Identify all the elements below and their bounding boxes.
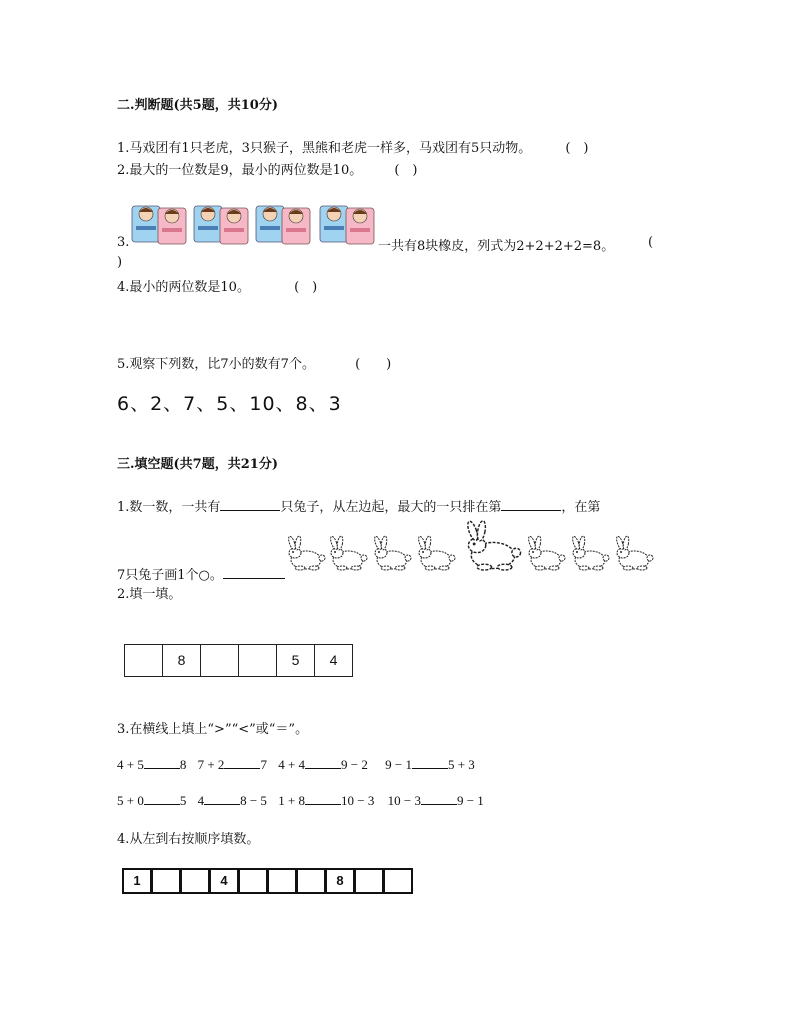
judge-q3-answer-open[interactable]: ( [648,235,654,250]
judge-q3-text: 一共有8块橡皮，列式为2+2+2+2=8。 [378,239,615,254]
judge-q2-text: 2.最大的一位数是9，最小的两位数是10。 [117,163,363,178]
fill-q4-cell[interactable] [383,868,413,894]
compare-blank[interactable] [204,792,240,805]
fill-q4-cell: 4 [209,868,239,894]
fill-q4-cell[interactable] [296,868,326,894]
rabbit-icon [287,536,325,570]
rabbit-icon [527,536,565,570]
fill-q4-grid [123,868,413,894]
fill-q1-text-a: 1.数一数，一共有 [117,500,221,515]
fill-q1-blank-count[interactable] [220,498,280,511]
fill-q2-text: 2.填一填。 [117,587,182,602]
fill-q1-line1 [117,496,600,515]
fill-q1-text-d: 7只兔子画1个○。 [117,568,223,583]
judge-q4-text: 4.最小的两位数是10。 [117,280,250,295]
number-sequence: 6、2、7、5、10、8、3 [117,393,342,415]
judge-q1-text: 1.马戏团有1只老虎，3只猴子，黑熊和老虎一样多，马戏团有5只动物。 [117,141,532,156]
fill-q3-text: 3.在横线上填上“>”“<”或“＝”。 [117,722,309,737]
judge-q3-answer-close: ) [117,255,123,270]
fill-q1-line2 [117,564,285,583]
compare-expr: 5 + 3 [447,757,475,772]
rabbit-icon [373,536,411,570]
judge-q5 [117,353,391,372]
fill-q4-cell[interactable] [267,868,297,894]
compare-blank[interactable] [144,756,180,769]
eraser-pair-icon [256,206,310,244]
compare-expr: 4 + 5 [117,757,144,772]
fill-q4-cell[interactable] [151,868,181,894]
compare-expr: 7 + 2 [197,757,225,772]
fill-q4-cell[interactable] [238,868,268,894]
compare-expr: 5 [179,793,187,808]
compare-expr: 7 [260,757,267,772]
fill-q1-text-b: 只兔子，从左边起，最大的一只排在第 [280,500,502,515]
rabbit-icon [571,536,609,570]
fill-q2-grid [125,644,353,677]
judge-q5-answer[interactable]: ( ) [355,357,392,372]
fill-q4-cell: 8 [325,868,355,894]
compare-blank[interactable] [224,756,260,769]
fill-q4-cell: 1 [122,868,152,894]
eraser-pair-icon [194,206,248,244]
compare-expr: 1 + 8 [278,793,306,808]
fill-q2-cell: 8 [162,644,201,677]
judge-q3-num: 3. [117,235,130,250]
fill-q4-cell[interactable] [354,868,384,894]
rabbits-svg [286,518,658,574]
compare-blank[interactable] [412,756,448,769]
fill-q2-cell[interactable] [200,644,239,677]
compare-expr: 4 + 4 [278,757,306,772]
compare-row-1 [117,756,475,773]
fill-q2-cell: 5 [276,644,315,677]
judge-q2 [117,159,418,178]
rabbit-icon [329,536,367,570]
section2-title: 二.判断题(共5题，共10分) [117,98,278,113]
compare-expr: 9 − 1 [385,757,412,772]
fill-q1-blank-position[interactable] [501,498,561,511]
eraser-pair-icon [320,206,374,244]
judge-q1-answer[interactable]: ( ) [565,141,589,156]
fill-q2-cell[interactable] [238,644,277,677]
compare-expr: 8 − 5 [240,793,267,808]
section3-title: 三.填空题(共7题，共21分) [117,457,278,472]
eraser-pair-icon [132,206,186,244]
fill-q4-text: 4.从左到右按顺序填数。 [117,832,260,847]
erasers-illustration [130,200,380,246]
judge-q4 [117,276,317,295]
judge-q5-text: 5.观察下列数，比7小的数有7个。 [117,357,315,372]
judge-q4-answer[interactable]: ( ) [294,280,318,295]
judge-q1 [117,137,589,156]
fill-q1-blank-draw[interactable] [223,566,285,579]
rabbit-icon [417,536,455,570]
compare-expr: 5 + 0 [117,793,144,808]
fill-q4-cell[interactable] [180,868,210,894]
rabbits-illustration [286,518,658,574]
compare-expr: 10 − 3 [387,793,421,808]
fill-q2-cell: 4 [314,644,353,677]
compare-blank[interactable] [144,792,180,805]
rabbit-icon [466,520,521,570]
compare-blank[interactable] [305,756,341,769]
compare-row-2 [117,792,484,809]
judge-q2-answer[interactable]: ( ) [394,163,418,178]
fill-q2-cell[interactable] [124,644,163,677]
rabbit-icon [615,536,653,570]
compare-expr: 8 [179,757,187,772]
compare-expr: 4 [197,793,205,808]
compare-expr: 10 − 3 [341,793,375,808]
compare-expr: 9 − 1 [456,793,484,808]
compare-expr: 9 − 2 [341,757,368,772]
compare-blank[interactable] [421,792,457,805]
fill-q1-text-c: ，在第 [561,500,601,515]
compare-blank[interactable] [305,792,341,805]
